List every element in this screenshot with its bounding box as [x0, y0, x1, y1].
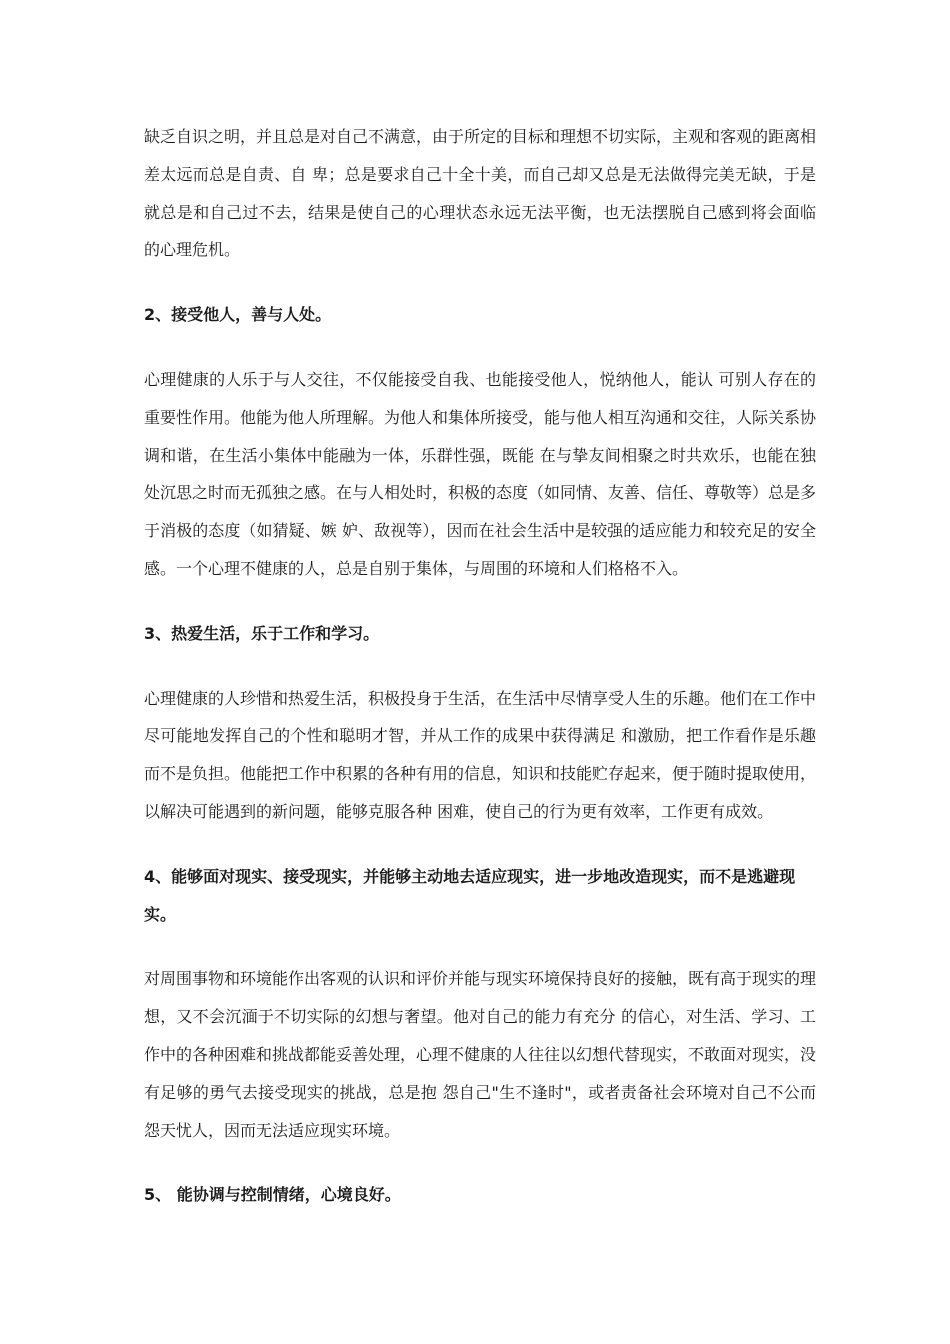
section-heading-2: 2、接受他人，善与人处。 [144, 305, 332, 325]
paragraph-self-awareness: 缺乏自识之明，并且总是对自己不满意，由于所定的目标和理想不切实际，主观和客观的距离相差太远而总是自责、自 卑；总是要求自己十全十美，而自己却又总是无法做得完美无缺，于是就总是和自己过不去，结果是使自己的心理状态永远无法平衡，也无法摆脱自己感到将会面临 的心理危机。 [144, 127, 822, 260]
document-body [144, 118, 822, 1241]
section-heading-4: 4、能够面对现实、接受现实，并能够主动地去适应现实，进一步地改造现实，而不是逃避现实。 [144, 866, 796, 924]
paragraph-face-reality: 对周围事物和环境能作出客观的认识和评价并能与现实环境保持良好的接触，既有高于现实的理想，又不会沉湎于不切实际的幻想与奢望。他对自己的能力有充分 的信心，对生活、学习、工作中的各种困难和挑战都能妥善处理，心理不健康的人往往以幻想代替现实，不敢面对现实，没有足够的勇气去接受现实的挑战，总是抱 怨自己"生不逢时"，或者责备社会环境对自己不公而怨天忧人，因而无法适应现实环境。 [144, 969, 817, 1140]
paragraph-love-life: 心理健康的人珍惜和热爱生活，积极投身于生活，在生活中尽情享受人生的乐趣。他们在工作中尽可能地发挥自己的个性和聪明才智，并从工作的成果中获得满足 和激励，把工作看作是乐趣而不是负担。他能把工作中积累的各种有用的信息，知识和技能贮存起来，便于随时提取使用，以解决可能遇到的新问题，能够克服各种 困难，使自己的行为更有效率，工作更有成效。 [144, 688, 817, 821]
section-heading-5: 5、 能协调与控制情绪，心境良好。 [144, 1185, 401, 1205]
paragraph-accept-others: 心理健康的人乐于与人交往，不仅能接受自我、也能接受他人，悦纳他人，能认 可别人存在的重要性作用。他能为他人所理解。为他人和集体所接受，能与他人相互沟通和交往，人际关系协调和谐，在生活小集体中能融为一体，乐群性强，既能 在与挚友间相聚之时共欢乐，也能在独处沉思之时而无孤独之感。在与人相处时，积极的态度（如同情、友善、信任、尊敬等）总是多于消极的态度（如猜疑、嫉 妒、敌视等），因而在社会生活中是较强的适应能力和较充足的安全感。一个心理不健康的人，总是自别于集体，与周围的环境和人们格格不入。 [144, 369, 817, 578]
section-heading-3: 3、热爱生活，乐于工作和学习。 [144, 623, 380, 643]
